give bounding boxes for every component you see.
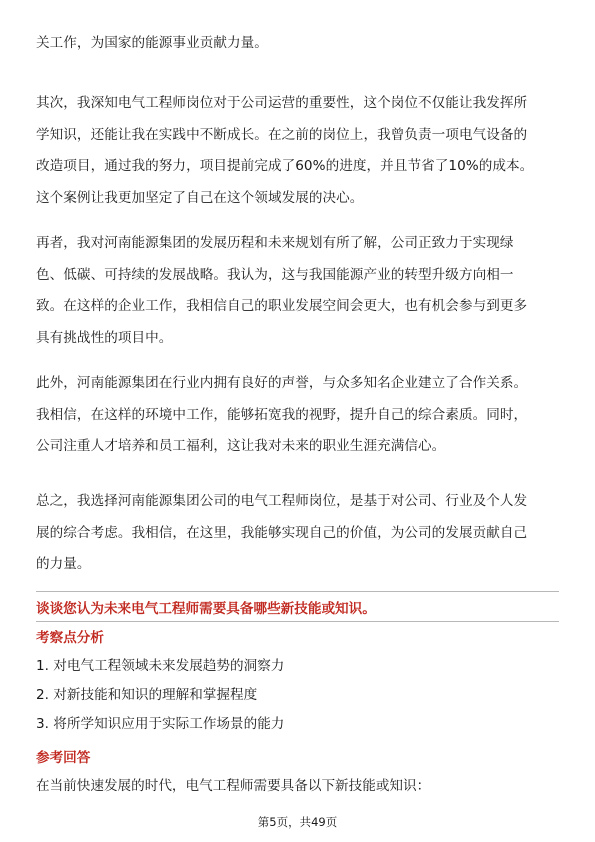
text-line: 的力量。 <box>36 556 91 572</box>
interview-question: 谈谈您认为未来电气工程师需要具备哪些新技能或知识。 <box>36 601 376 617</box>
page-number: 第5页，共49页 <box>257 815 338 829</box>
text-line: 再者，我对河南能源集团的发展历程和未来规划有所了解，公司正致力于实现绿 <box>36 235 514 251</box>
paragraph-furthermore <box>36 228 559 354</box>
text-line: 关工作，为国家的能源事业贡献力量。 <box>36 35 268 51</box>
reference-answer: 在当前快速发展的时代，电气工程师需要具备以下新技能或知识： <box>36 778 431 794</box>
text-line: 其次，我深知电气工程师岗位对于公司运营的重要性，这个岗位不仅能让我发挥所 <box>36 95 528 111</box>
text-line: 展的综合考虑。我相信，在这里，我能够实现自己的价值，为公司的发展贡献自己 <box>36 524 528 541</box>
divider-top <box>36 591 559 592</box>
paragraph-secondly <box>36 88 559 214</box>
reference-heading: 参考回答 <box>36 750 91 766</box>
analysis-item: 1. 对电气工程领域未来发展趋势的洞察力 <box>36 658 285 674</box>
divider-bottom <box>36 621 559 622</box>
analysis-item: 2. 对新技能和知识的理解和掌握程度 <box>36 687 258 703</box>
text-line: 我相信，在这样的环境中工作，能够拓宽我的视野，提升自己的综合素质。同时， <box>36 406 528 423</box>
analysis-heading: 考察点分析 <box>36 630 104 646</box>
text-line: 此外，河南能源集团在行业内拥有良好的声誉，与众多知名企业建立了合作关系。 <box>36 375 528 391</box>
analysis-item: 3. 将所学知识应用于实际工作场景的能力 <box>36 716 285 732</box>
text-line: 改造项目，通过我的努力，项目提前完成了60%的进度，并且节省了10%的成本。 <box>36 158 534 174</box>
text-line: 致。在这样的企业工作，我相信自己的职业发展空间会更大，也有机会参与到更多 <box>36 298 528 314</box>
paragraph-conclusion <box>36 486 559 581</box>
text-line: 公司注重人才培养和员工福利，这让我对未来的职业生涯充满信心。 <box>36 438 446 454</box>
text-line: 总之，我选择河南能源集团公司的电气工程师岗位，是基于对公司、行业及个人发 <box>36 493 528 509</box>
paragraph-intro-tail <box>36 28 559 60</box>
paragraph-besides <box>36 368 559 463</box>
text-line: 色、低碳、可持续的发展战略。我认为，这与我国能源产业的转型升级方向相一 <box>36 266 514 283</box>
text-line: 这个案例让我更加坚定了自己在这个领域发展的决心。 <box>36 189 364 206</box>
text-line: 具有挑战性的项目中。 <box>36 329 173 346</box>
text-line: 学知识，还能让我在实践中不断成长。在之前的岗位上，我曾负责一项电气设备的 <box>36 126 528 143</box>
